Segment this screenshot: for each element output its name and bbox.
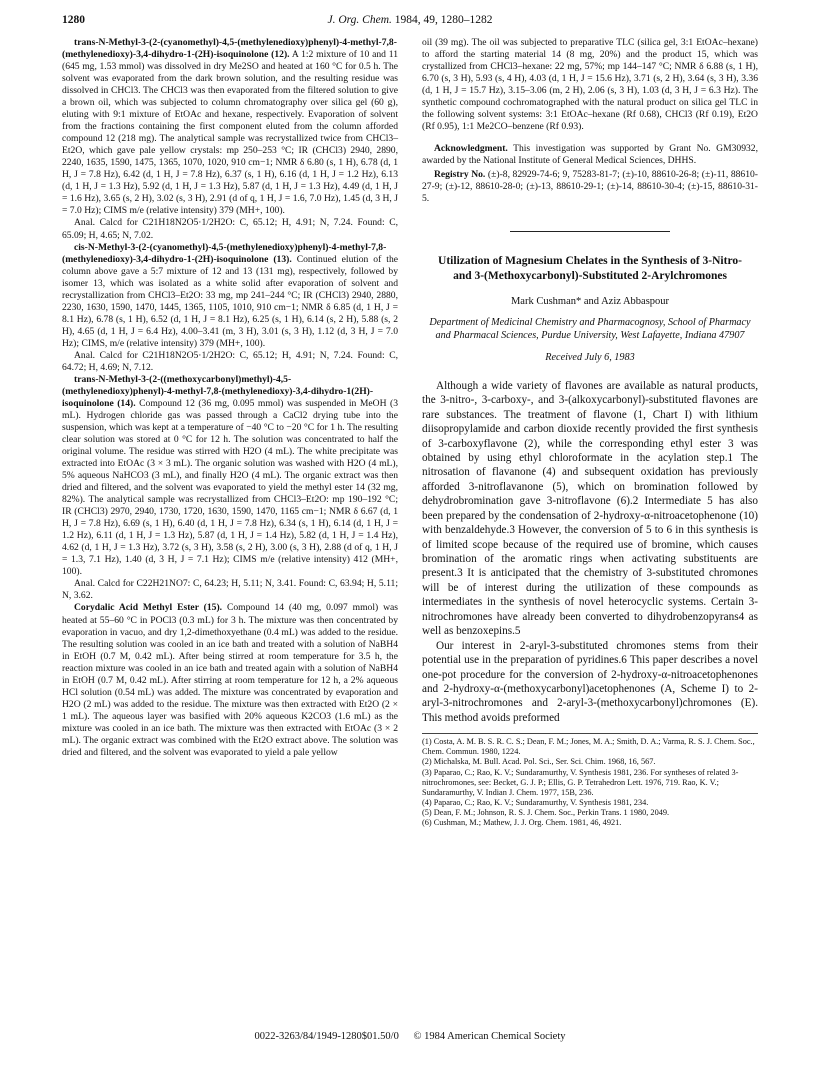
acknowledgment [422, 143, 758, 167]
paragraph-text: Compound 14 (40 mg, 0.097 mmol) was heated at 55–60 °C in POCl3 (0.3 mL) for 3 h. The mixture was then concentrated by evaporation in vacuo, and dry 1,2-dimethoxyethane (0.4 mL) was added to the residue. The resulting solution was cooled in an ice bath and treated with a solution of NaBH4 in EtOH (0.7 M, 0.42 mL). After being stirred at room temperature for 3.5 h, the reaction mixture was cooled in an ice bath and treated again with a solution of NaBH4 in EtOH (0.7 M, 0.42 mL). After stirring at room temperature for 12 h, a 2% aqueous HCl solution (0.54 mL) was added. The mixture was concentrated by evaporation and H2O (2 mL) was added to the residue. The mixture was then extracted with Et2O (2 × 1 mL). The aqueous layer was basified with 20% aqueous K2CO3 (1.6 mL) as the mixture was cooled in an ice bath. The mixture was then extracted with EtOAc (3 × 2 mL). The organic extract was combined with the Et2O extract above. The solution was dried and filtered, and the solvent was evaporated to yield a pale yellow [62, 602, 398, 758]
footnote-divider [422, 733, 758, 734]
article-body [422, 379, 758, 726]
footnote: (2) Michalska, M. Bull. Acad. Pol. Sci., Ser. Sci. Chim. 1968, 16, 567. [422, 757, 656, 767]
left-column [62, 37, 398, 759]
section-divider [510, 231, 670, 232]
article-title: Utilization of Magnesium Chelates in the Synthesis of 3-Nitro- and 3-(Methoxycarbonyl)-Substituted 2-Arylchromones [438, 255, 742, 283]
continued-paragraph: oil (39 mg). The oil was subjected to preparative TLC (silica gel, 3:1 EtOAc–hexane) to afford the starting material 14 (8 mg, 20%) and the product 15, which was crystallized from CHCl3–hexane: 22 mg, 57%; mp 144–147 °C; NMR δ 6.88 (s, 1 H), 6.70 (s, 3 H), 5.93 (s, 4 H), 4.03 (d, 1 H, J = 15.6 Hz), 3.71 (s, 2 H), 3.64 (s, 3 H), 3.36 (d, 1 H, J = 15.7 Hz), 3.15–3.06 (m, 2 H), 2.06 (s, 3 H), 1.03 (d, 3 H, J = 6.3 Hz). The synthetic compound cochromatographed with the natural product on silica gel TLC in the following solvent systems: 3:1 EtOAc–hexane (Rf 0.68), CHCl3 (Rf 0.19), Et2O (Rf 0.95), 1:1 Me2CO–benzene (Rf 0.93). [422, 37, 758, 133]
body-paragraph: Our interest in 2-aryl-3-substituted chromones stems from their potential use in the preparation of pyridines.6 This paper describes a novel one-pot procedure for the conversion of 2-hydroxy-α-nitroacetophenones and 2-hydroxy-α-(methoxycarbonyl)acetophenones (A, Scheme I) to 2-aryl-3-nitrochromones and 2-aryl-3-(methoxycarbonyl)chromones (E). This method avoids preformed [422, 639, 758, 724]
footnote: (5) Dean, F. M.; Johnson, R. S. J. Chem. Soc., Perkin Trans. 1 1980, 2049. [422, 808, 670, 818]
article-authors: Mark Cushman* and Aziz Abbaspour [510, 296, 670, 308]
footnotes [422, 737, 758, 828]
compound-heading: trans-N-Methyl-3-(2-(cyanomethyl)-4,5-(methylenedioxy)phenyl)-4-methyl-7,8-(methylenedioxy)-3,4-dihydro-1-(2H)-isoquinolone (12). [62, 37, 397, 61]
registry-heading: Registry No. [434, 169, 486, 181]
experimental-paragraph [62, 37, 398, 217]
experimental-paragraph [62, 602, 398, 758]
paragraph-text: Anal. Calcd for C22H21NO7: C, 64.23; H, 5.11; N, 3.41. Found: C, 63.94; H, 5.11; N, 3.62. [62, 578, 398, 602]
page-number: 1280 [62, 14, 85, 26]
running-head [62, 14, 758, 30]
acknowledgment-text: This investigation was supported by Grant No. GM30932, awarded by the National Institute of General Medical Sciences, DHHS. [422, 143, 758, 167]
footnote: (1) Costa, A. M. B. S. R. C. S.; Dean, F. M.; Jones, M. A.; Smith, D. A.; Varma, R. S. J. Chem. Soc., Chem. Commun. 1980, 1224. [422, 737, 755, 757]
compound-heading: trans-N-Methyl-3-(2-((methoxycarbonyl)methyl)-4,5-(methylenedioxy)phenyl)-4-methyl-7,8-(methylenedioxy)-3,4-dihydro-1(2H)-isoquinolone (14). [62, 373, 374, 409]
journal-citation [62, 14, 758, 26]
paragraph-text: Anal. Calcd for C21H18N2O5·1/2H2O: C, 65.12; H, 4.91; N, 7.24. Found: C, 65.09; H, 4.65; N, 7.02. [62, 217, 398, 241]
experimental-paragraph [62, 242, 398, 350]
compound-heading: cis-N-Methyl-3-(2-(cyanomethyl)-4,5-(methylenedioxy)phenyl)-4-methyl-7,8-(methylenedioxy)-3,4-dihydro-1-(2H)-isoquinolone (13). [62, 241, 387, 265]
compound-heading: Corydalic Acid Methyl Ester (15). [74, 602, 223, 614]
paragraph-text: Anal. Calcd for C21H18N2O5·1/2H2O: C, 65.12; H, 4.91; N, 7.24. Found: C, 64.72; H, 4.69; N, 7.12. [62, 349, 398, 373]
footnote: (4) Paparao, C.; Rao, K. V.; Sundaramurthy, V. Synthesis 1981, 234. [422, 797, 649, 807]
journal-name: J. Org. Chem. [327, 14, 392, 26]
registry-text: (±)-8, 82929-74-6; 9, 75283-81-7; (±)-10, 88610-26-8; (±)-11, 88610-27-9; (±)-12, 88610-28-0; (±)-13, 88610-29-1; (±)-14, 88610-30-4; (±)-15, 88610-31-5. [422, 169, 758, 205]
footnote: (6) Cushman, M.; Mathew, J. J. Org. Chem. 1981, 46, 4921. [422, 818, 622, 828]
volume-info: 1984, 49, 1280–1282 [394, 14, 493, 26]
received-date: Received July 6, 1983 [545, 351, 635, 363]
analysis-paragraph [62, 217, 398, 241]
author-affiliation: Department of Medicinal Chemistry and Pharmacognosy, School of Pharmacy and Pharmacal Sciences, Purdue University, West Lafayette, Indiana 47907 [429, 317, 751, 342]
analysis-paragraph [62, 350, 398, 374]
registry-numbers [422, 169, 758, 205]
paragraph-text: A 1:2 mixture of 10 and 11 (645 mg, 1.53 mmol) was dissolved in dry Me2SO and heated at 160 °C for 0.5 h. The solvent was evaporated from the dark brown solution, and the resulting residue was dissolved in CHCl3. The CHCl3 was then evaporated from the filtered solution to give a brown oil, which was subjected to column chromatography over silica gel (60 g), eluting with 9:1 mixture of EtOAc and hexane, respectively. Evaporation of solvent from the fractions containing the first component eluted from the column afforded compound 12 (218 mg). The analytical sample was recrystallized twice from CHCl3–Et2O, which gave pale yellow crystals: mp 250–253 °C; IR (CHCl3) 2940, 2890, 2240, 1635, 1590, 1475, 1365, 1070, 1020, 910 cm−1; NMR δ 6.80 (s, 1 H), 6.78 (d, 1 H, J = 7.8 Hz), 6.42 (d, 1 H, J = 7.8 Hz), 6.37 (s, 1 H), 6.16 (d, 1 H, J = 1.2 Hz), 6.13 (d, 1 H, J = 1.3 Hz), 5.92 (d, 1 H, J = 1.3 Hz), 5.87 (d, 1 H, J = 1.3 Hz), 4.49 (d, 1 H, J = 1.6 Hz), 3.65 (s, 2 H), 3.02 (s, 3 H), 2.91 (d of q, 1 H, J = 1.6, 7.0 Hz), 1.45 (d, 3 H, J = 7.0 Hz); CIMS m/e (relative intensity) 379 (MH+, 100). [62, 49, 398, 217]
experimental-paragraph [62, 374, 398, 579]
analysis-paragraph [62, 578, 398, 602]
right-column [422, 37, 758, 828]
article-code: 0022-3263/84/1949-1280$01.50/0 [254, 1031, 399, 1042]
page-footer [62, 1031, 758, 1042]
paragraph-text: Continued elution of the column above gave a 5:7 mixture of 12 and 13 (131 mg), respectively, followed by isomer 13, which was isolated as a white solid after evaporation of solvent and recrystallization from CHCl3–Et2O: 33 mg, mp 241–244 °C; IR (CHCl3) 2940, 2880, 2230, 1630, 1590, 1470, 1445, 1365, 1105, 1010, 910 cm−1; NMR δ 6.85 (d, 1 H, J = 8.1 Hz), 6.78 (s, 1 H), 6.52 (d, 1 H, J = 8.1 Hz), 6.25 (s, 1 H), 6.14 (s, 2 H), 5.88 (s, 2 H), 4.65 (d, 1 H, J = 6.4 Hz), 4.00–3.41 (m, 3 H), 3.01 (s, 3 H), 1.12 (d, 3 H, J = 7.0 Hz); CIMS, m/e (relative intensity) 379 (MH+, 100). [62, 253, 398, 349]
body-paragraph: Although a wide variety of flavones are available as natural products, the 3-nitro-, 3-carboxy-, and 3-(alkoxycarbonyl)-substituted flavones are rare substances. The treatment of flavone (1, Chart I) with lithium diisopropylamide and carbon dioxide recently provided the first synthesis of 3-carboxyflavone (2), while the corresponding ethyl ester 3 was obtained by using ethyl chloroformate in the acylation step.1 The nitrosation of flavanone (4) and subsequent oxidation has previously afforded 3-nitroflavanone (5), which on bromination followed by dehydrobromination gave 3-nitroflavone (6).2 Intermediate 5 has also been prepared by the condensation of 2-hydroxy-α-nitroacetophenone (10) with benzaldehyde.3 However, the conversion of 5 to 6 in this synthesis is of limited scope because of the required use of bromine, which causes bromination of the aromatic rings when activating substituents are present.3 It is anticipated that the chemistry of 3-substituted chromones will be of interest during the utilization of these compounds as intermediates in the synthesis of novel heterocyclic systems. Certain 3-nitrochromones have already been converted to dihydrobenzopyrans4 as well as benzoxepins.5 [422, 379, 758, 638]
acknowledgment-heading: Acknowledgment. [434, 143, 508, 155]
footnote: (3) Paparao, C.; Rao, K. V.; Sundaramurthy, V. Synthesis 1981, 236. For syntheses of related 3-nitrochromones, see: Becket, G. J. P.; Ellis, G. P. Tetrahedron Lett. 1976, 719. Rao, K. V.; Sundaramurthy, V. Indian J. Chem. 1977, 15B, 236. [422, 767, 739, 797]
copyright: © 1984 American Chemical Society [413, 1031, 566, 1042]
paragraph-text: Compound 12 (36 mg, 0.095 mmol) was suspended in MeOH (3 mL). Hydrogen chloride gas was passed through a CaCl2 drying tube into the suspension, which was kept at a temperature of −40 °C to −20 °C for 1 h. The resulting clear solution was stored at 0 °C for 12 h. The solution was concentrated to half the original volume. The residue was stirred with H2O (4 mL). The white precipitate was extracted into EtOAc (3 × 3 mL). The organic solution was washed with H2O (4 mL), 5% aqueous NaHCO3 (3 mL), and finally H2O (4 mL). The organic extract was then dried and filtered, and the solvent was evaporated to yield the methyl ester 14 (32 mg, 82%). The analytical sample was recrystallized from CHCl3–Et2O: mp 190–192 °C; IR (CHCl3) 2970, 2940, 1730, 1720, 1630, 1590, 1470, 1165 cm−1; NMR δ 6.67 (d, 1 H, J = 7.8 Hz), 6.69 (s, 1 H), 6.40 (d, 1 H, J = 7.8 Hz), 6.34 (s, 1 H), 6.14 (d, 1 H, J = 1.2 Hz), 6.11 (d, 1 H, J = 1.3 Hz), 5.87 (d, 1 H, J = 1.4 Hz), 5.82 (d, 1 H, J = 1.4 Hz), 4.62 (d, 1 H, J = 1.3 Hz), 3.72 (s, 3 H), 3.58 (s, 2 H), 3.00 (s, 3 H), 2.88 (d of q, 1 H, J = 1.3, 7.1 Hz), 1.40 (d, 3 H, J = 7.1 Hz); CIMS m/e (relative intensity) 412 (MH+, 100). [62, 397, 398, 578]
